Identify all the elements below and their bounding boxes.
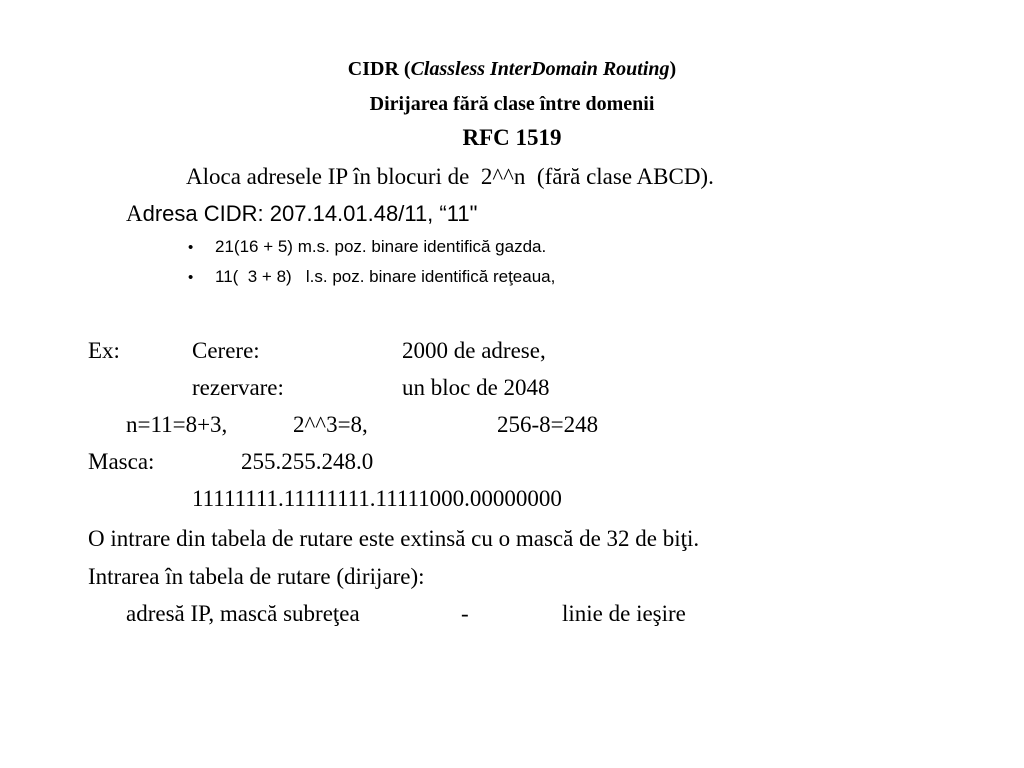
cerere-value: 2000 de adrese, — [402, 338, 546, 363]
bullet-item: 11( 3 + 8) l.s. poz. binare identifică reţeaua, — [215, 267, 556, 286]
ex-label: Ex: — [88, 338, 120, 363]
subtraction-calculation: 256-8=248 — [497, 412, 599, 437]
power-calculation: 2^^3=8, — [293, 412, 368, 437]
adresa-cidr-line — [126, 201, 477, 227]
adresa-rest: dresa CIDR: 207.14.01.48/11, “11" — [142, 201, 478, 226]
title-prefix: CIDR ( — [347, 58, 411, 80]
n-calculation: n=11=8+3, — [126, 412, 228, 437]
adresa-prefix: A — [126, 201, 143, 226]
masca-label: Masca: — [88, 449, 155, 474]
entry-dash: - — [461, 601, 469, 626]
title-suffix: ) — [669, 58, 677, 80]
bullet-item: 21(16 + 5) m.s. poz. binare identifică gazda. — [215, 237, 547, 256]
title-line-cidr — [0, 58, 1024, 81]
cerere-label: Cerere: — [192, 338, 260, 363]
title-line-rfc: RFC 1519 — [462, 125, 562, 150]
entry-left: adresă IP, mască subreţea — [126, 601, 360, 626]
entry-right: linie de ieşire — [562, 601, 686, 626]
rezervare-value: un bloc de 2048 — [402, 375, 550, 400]
intrarea-tabela-line: Intrarea în tabela de rutare (dirijare): — [88, 564, 425, 589]
bullet-marker: • — [188, 239, 194, 256]
bullet-marker: • — [188, 269, 194, 286]
title-italic: Classless InterDomain Routing — [410, 58, 670, 80]
rezervare-label: rezervare: — [192, 375, 284, 400]
masca-value: 255.255.248.0 — [241, 449, 374, 474]
title-line-romanian: Dirijarea fără clase între domenii — [369, 93, 655, 115]
masca-binary: 11111111.11111111.11111000.00000000 — [192, 486, 562, 511]
intrare-extinsa-line: O intrare din tabela de rutare este extinsă cu o mască de 32 de biţi. — [88, 526, 700, 551]
aloca-line: Aloca adresele IP în blocuri de 2^^n (fără clase ABCD). — [186, 164, 714, 189]
